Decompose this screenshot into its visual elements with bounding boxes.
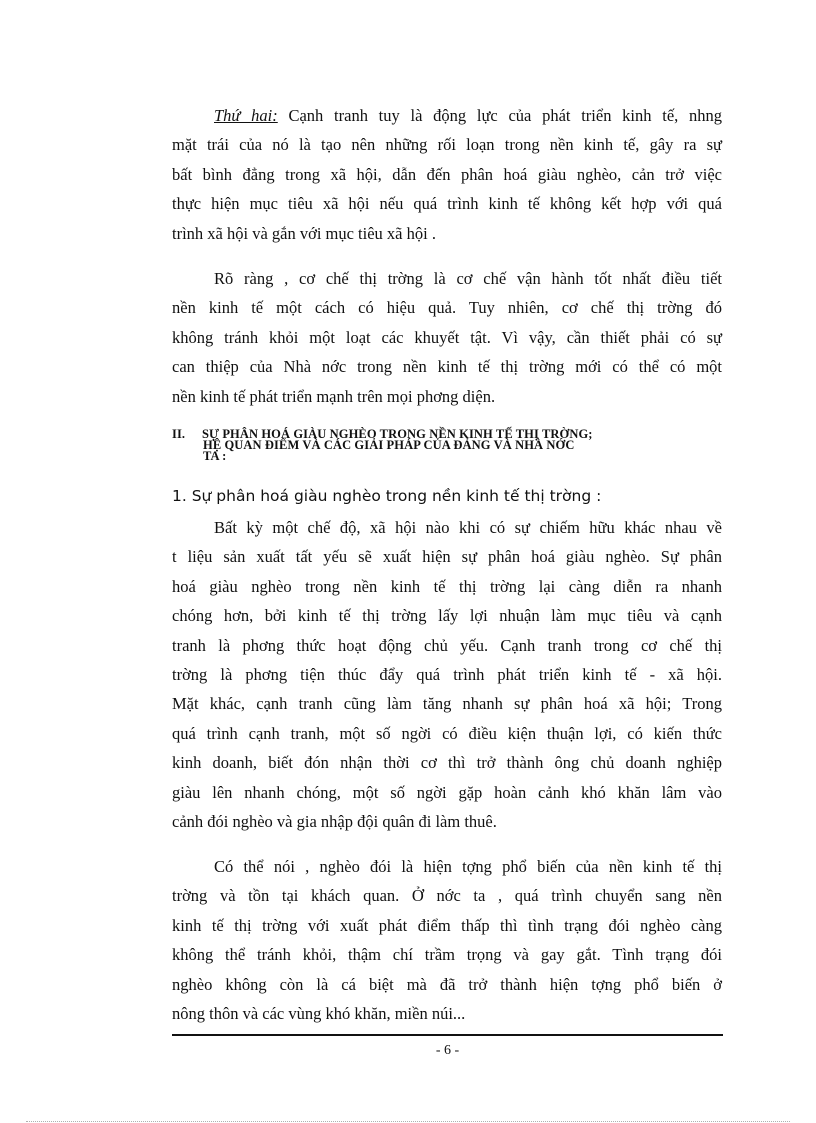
paragraph-co-the-noi xyxy=(172,852,722,1028)
paragraph-line-text: Cạnh tranh tuy là động lực của phát triển kinh tế, nhng xyxy=(277,106,723,125)
paragraph-line: Bất kỳ một chế độ, xã hội nào khi có sự chiếm hữu khác nhau về xyxy=(214,518,722,537)
paragraph-line: trình xã hội và gắn với mục tiêu xã hội . xyxy=(172,223,436,243)
paragraph-line: không thể tránh khỏi, thậm chí trầm trọng và gay gắt. Tình trạng đói xyxy=(172,945,722,965)
paragraph-line: nền kinh tế phát triển mạnh trên mọi phơng diện. xyxy=(172,386,496,406)
section-number: II. xyxy=(172,427,186,441)
paragraph-line: kinh doanh, biết đón nhận thời cơ thì trở thành ông chủ doanh nghiệp xyxy=(172,753,722,773)
section-heading-line: TA : xyxy=(203,449,227,463)
section-heading xyxy=(172,429,722,462)
paragraph-line: cảnh đói nghèo và gia nhập đội quân đi làm thuê. xyxy=(172,812,497,832)
paragraph-line: thực hiện mục tiêu xã hội nếu quá trình kinh tế không kết hợp với quá xyxy=(172,194,722,214)
paragraph-line: không tránh khỏi một loạt các khuyết tật. Vì vậy, cần thiết phải có sự xyxy=(172,327,722,347)
paragraph-line: trờng là phơng tiện thúc đẩy quá trình phát triển kinh tế - xã hội. xyxy=(172,665,722,685)
paragraph-line: chóng hơn, bởi kinh tế thị trờng lấy lợi nhuận làm mục tiêu và cạnh xyxy=(172,606,722,626)
paragraph-line: nông thôn và các vùng khó khăn, miền núi... xyxy=(172,1004,466,1024)
page-bottom-border xyxy=(26,1121,790,1122)
paragraph-line: kinh tế thị trờng với xuất phát điểm thấp thì tình trạng đói nghèo càng xyxy=(172,915,722,935)
paragraph-line: hoá giàu nghèo trong nền kinh tế thị trờng lại càng diễn ra nhanh xyxy=(172,576,722,596)
paragraph-line xyxy=(172,101,722,130)
lead-term: Thứ hai: xyxy=(214,106,278,125)
paragraph-line: tranh là phơng thức hoạt động chủ yếu. Cạnh tranh trong cơ chế thị xyxy=(172,635,722,655)
paragraph-line: nền kinh tế một cách có hiệu quả. Tuy nhiên, cơ chế thị trờng đó xyxy=(172,298,722,318)
paragraph-line: mặt trái của nó là tạo nên những rối loạn trong nền kinh tế, gây ra sự xyxy=(172,135,722,155)
paragraph-bat-ky xyxy=(172,513,722,836)
paragraph-line: nghèo không còn là cá biệt mà đã trở thành hiện tợng phổ biến ở xyxy=(172,974,722,994)
paragraph-line: Mặt khác, cạnh tranh cũng làm tăng nhanh sự phân hoá xã hội; Trong xyxy=(172,694,722,714)
footer-divider xyxy=(172,1034,723,1036)
paragraph-line: Có thể nói , nghèo đói là hiện tợng phổ biến của nền kinh tế thị xyxy=(214,857,722,876)
paragraph-thu-hai xyxy=(172,101,722,248)
paragraph-ro-rang xyxy=(172,264,722,411)
section-heading-line: HỆ QUAN ĐIỂM VÀ CÁC GIẢI PHÁP CỦA ĐẢNG VÀ NHÀ NỚC xyxy=(203,438,575,452)
section-heading-line: SỰ PHÂN HOÁ GIÀU NGHÈO TRONG NỀN KINH TẾ THỊ TRỜNG; xyxy=(202,427,593,441)
paragraph-line: bất bình đẳng trong xã hội, dẫn đến phân hoá giàu nghèo, cản trở việc xyxy=(172,164,722,184)
subsection-heading: 1. Sự phân hoá giàu nghèo trong nền kinh tế thị trờng : xyxy=(172,487,602,505)
paragraph-line: t liệu sản xuất tất yếu sẽ xuất hiện sự phân hoá giàu nghèo. Sự phân xyxy=(172,547,722,567)
paragraph-line: giàu lên nhanh chóng, một số ngời gặp hoàn cảnh khó khăn lâm vào xyxy=(172,782,722,802)
page-number: - 6 - xyxy=(435,1043,460,1058)
paragraph-line: trờng và tồn tại khách quan. Ở nớc ta , quá trình chuyển sang nền xyxy=(172,886,722,906)
paragraph-line: can thiệp của Nhà nớc trong nền kinh tế thị trờng mới có thể có một xyxy=(172,357,722,377)
paragraph-line: Rõ ràng , cơ chế thị trờng là cơ chế vận hành tốt nhất điều tiết xyxy=(214,269,722,288)
paragraph-line: quá trình cạnh tranh, một số ngời có điều kiện thuận lợi, có kiến thức xyxy=(172,723,722,743)
